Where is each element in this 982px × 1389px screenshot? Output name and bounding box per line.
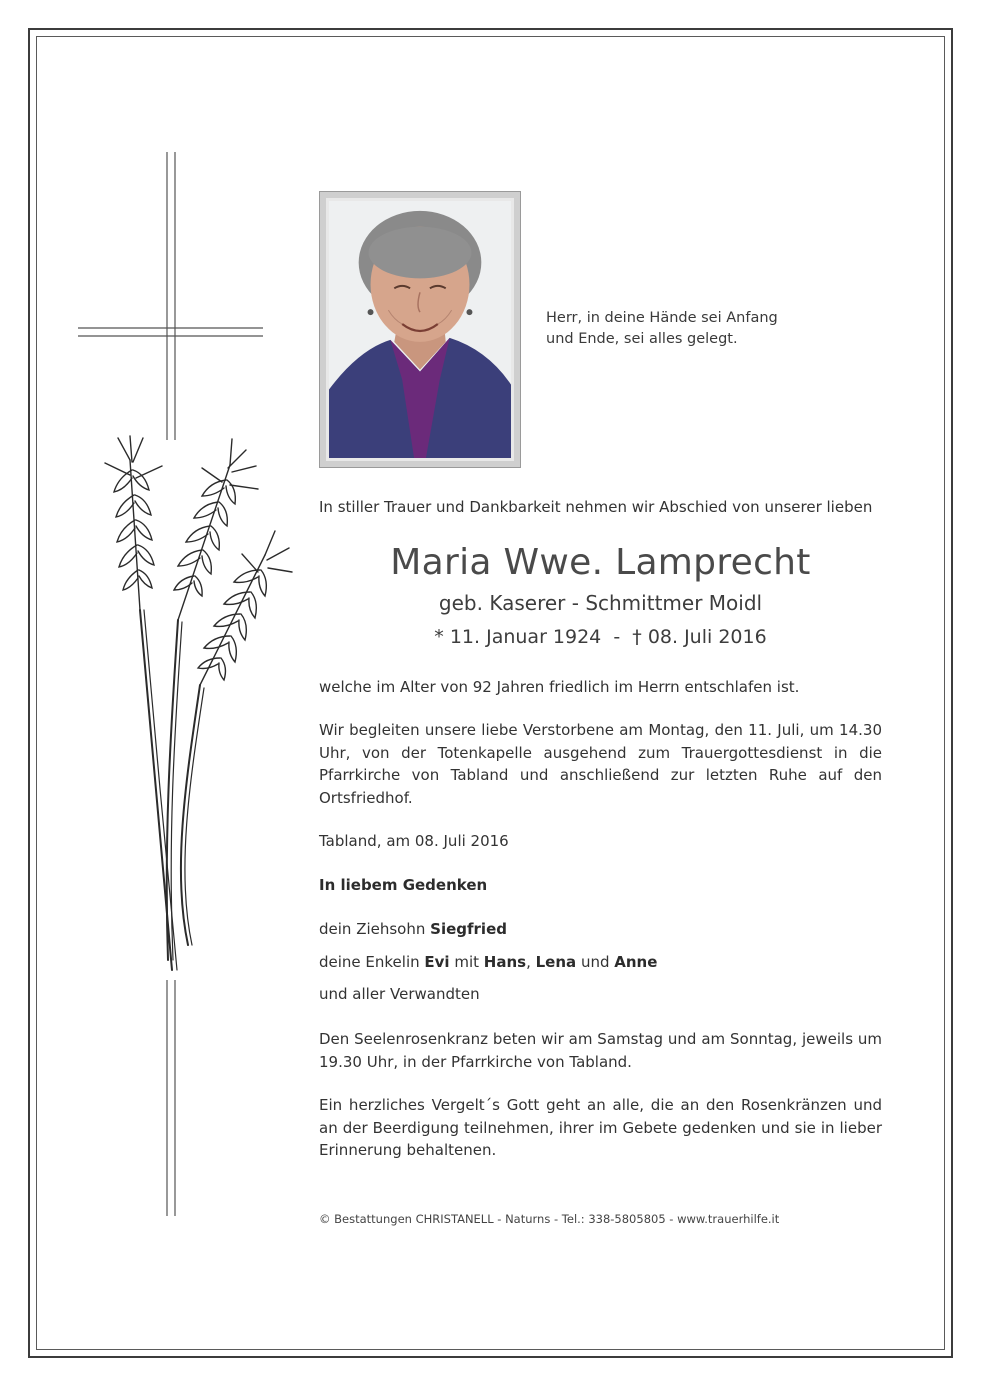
life-dates: * 11. Januar 1924 - † 08. Juli 2016 — [434, 626, 767, 648]
deceased-name: Maria Wwe. Lamprecht — [390, 542, 811, 583]
birth-name: geb. Kaserer - Schmittmer Moidl — [438, 591, 763, 615]
mourner-line-2: deine Enkelin Evi mit Hans, Lena und Anne — [319, 953, 658, 971]
funeral-text: Wir begleiten unsere liebe Verstorbene am Montag, den 11. Juli, um 14.30 Uhr, von der Totenkapelle ausgehend zum Trauergottesdienst in die Pfarrkirche von Tabland und anschließend zur letzten Ruhe auf den Ortsfriedhof. — [319, 721, 882, 807]
thanks-text: Ein herzliches Vergelt´s Gott geht an alle, die an den Rosenkränzen und an der Beerdigung teilnehmen, ihrer im Gebete gedenken und sie in lieber Erinnerung behaltenen. — [319, 1096, 882, 1159]
mourner-line-1: dein Ziehsohn Siegfried — [319, 920, 507, 938]
intro-text: In stiller Trauer und Dankbarkeit nehmen wir Abschied von unserer lieben — [319, 498, 873, 516]
quote-line: Herr, in deine Hände sei Anfang — [546, 310, 778, 326]
quote-line: und Ende, sei alles gelegt. — [546, 331, 738, 347]
place-date: Tabland, am 08. Juli 2016 — [319, 832, 509, 850]
cross-wheat-ornament — [60, 140, 320, 1240]
quote — [546, 308, 806, 350]
rosary-text: Den Seelenrosenkranz beten wir am Samstag und am Sonntag, jeweils um 19.30 Uhr, in der Pfarrkirche von Tabland. — [319, 1030, 882, 1071]
in-memory-heading: In liebem Gedenken — [319, 876, 488, 894]
age-sentence: welche im Alter von 92 Jahren friedlich im Herrn entschlafen ist. — [319, 678, 800, 696]
footer-credit: © Bestattungen CHRISTANELL - Naturns - Tel.: 338-5805805 - www.trauerhilfe.it — [319, 1212, 780, 1226]
portrait-frame — [319, 191, 521, 468]
portrait-photo — [326, 198, 514, 461]
mourner-line-3: und aller Verwandten — [319, 985, 480, 1003]
